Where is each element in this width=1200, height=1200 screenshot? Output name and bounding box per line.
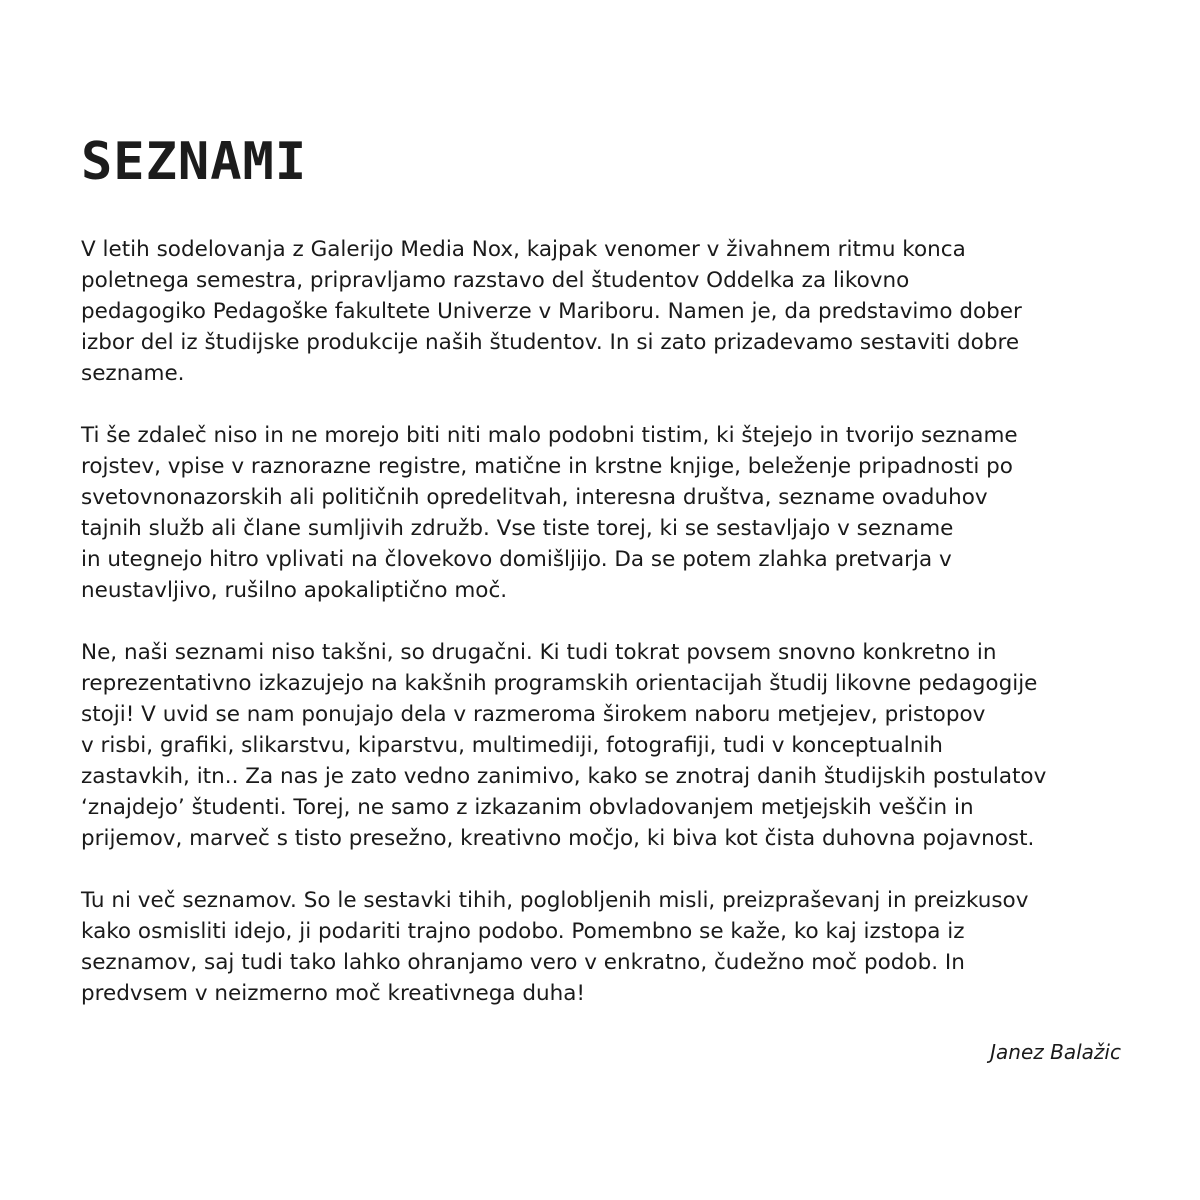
paragraph-line: Tu ni več seznamov. So le sestavki tihih, poglobljenih misli, preizpraševanj in preizkusov (81, 888, 1029, 913)
paragraph-line: prijemov, marveč s tisto presežno, kreativno močjo, ki biva kot čista duhovna pojavnost. (81, 826, 1035, 851)
paragraph-line: izbor del iz študijske produkcije naših študentov. In si zato prizadevamo sestaviti dobre (81, 330, 1020, 355)
paragraph-line: zastavkih, itn.. Za nas je zato vedno zanimivo, kako se znotraj danih študijskih postulatov (81, 764, 1047, 789)
paragraph-3 (81, 637, 1121, 854)
paragraph-line: ‘znajdejo’ študenti. Torej, ne samo z izkazanim obvladovanjem metjejskih veščin in (81, 795, 974, 820)
paragraph-line: kako osmisliti idejo, ji podariti trajno podobo. Pomembno se kaže, ko kaj izstopa iz (81, 919, 965, 944)
paragraph-line: v risbi, grafiki, slikarstvu, kiparstvu, multimediji, fotografiji, tudi v konceptualnih (81, 733, 943, 758)
paragraph-line: poletnega semestra, pripravljamo razstavo del študentov Oddelka za likovno (81, 268, 910, 293)
paragraph-line: Ti še zdaleč niso in ne morejo biti niti malo podobni tistim, ki štejejo in tvorijo sezname (81, 423, 1018, 448)
paragraph-line: svetovnonazorskih ali političnih opredelitvah, interesna društva, sezname ovaduhov (81, 485, 988, 510)
paragraph-line: stoji! V uvid se nam ponujajo dela v razmeroma širokem naboru metjejev, pristopov (81, 702, 986, 727)
paragraph-1 (81, 234, 1121, 389)
paragraph-line: tajnih služb ali člane sumljivih združb. Vse tiste torej, ki se sestavljajo v sezname (81, 516, 954, 541)
paragraph-line: neustavljivo, rušilno apokaliptično moč. (81, 578, 508, 603)
document-page (81, 130, 1121, 1064)
paragraph-line: predvsem v neizmerno moč kreativnega duha! (81, 981, 586, 1006)
page-title: SEZNAMI (81, 132, 308, 192)
paragraph-4 (81, 885, 1121, 1009)
paragraph-line: Ne, naši seznami niso takšni, so drugačni. Ki tudi tokrat povsem snovno konkretno in (81, 640, 997, 665)
paragraph-line: rojstev, vpise v raznorazne registre, matične in krstne knjige, beleženje pripadnosti po (81, 454, 1013, 479)
paragraph-line: sezname. (81, 361, 185, 386)
paragraph-line: reprezentativno izkazujejo na kakšnih programskih orientacijah študij likovne pedagogije (81, 671, 1038, 696)
author-signature: Janez Balažic (990, 1040, 1121, 1064)
paragraph-line: seznamov, saj tudi tako lahko ohranjamo vero v enkratno, čudežno moč podob. In (81, 950, 965, 975)
paragraph-line: in utegnejo hitro vplivati na človekovo domišljijo. Da se potem zlahka pretvarja v (81, 547, 952, 572)
paragraph-line: pedagogiko Pedagoške fakultete Univerze v Mariboru. Namen je, da predstavimo dober (81, 299, 1022, 324)
paragraph-line: V letih sodelovanja z Galerijo Media Nox, kajpak venomer v živahnem ritmu konca (81, 237, 966, 262)
paragraph-2 (81, 420, 1121, 606)
